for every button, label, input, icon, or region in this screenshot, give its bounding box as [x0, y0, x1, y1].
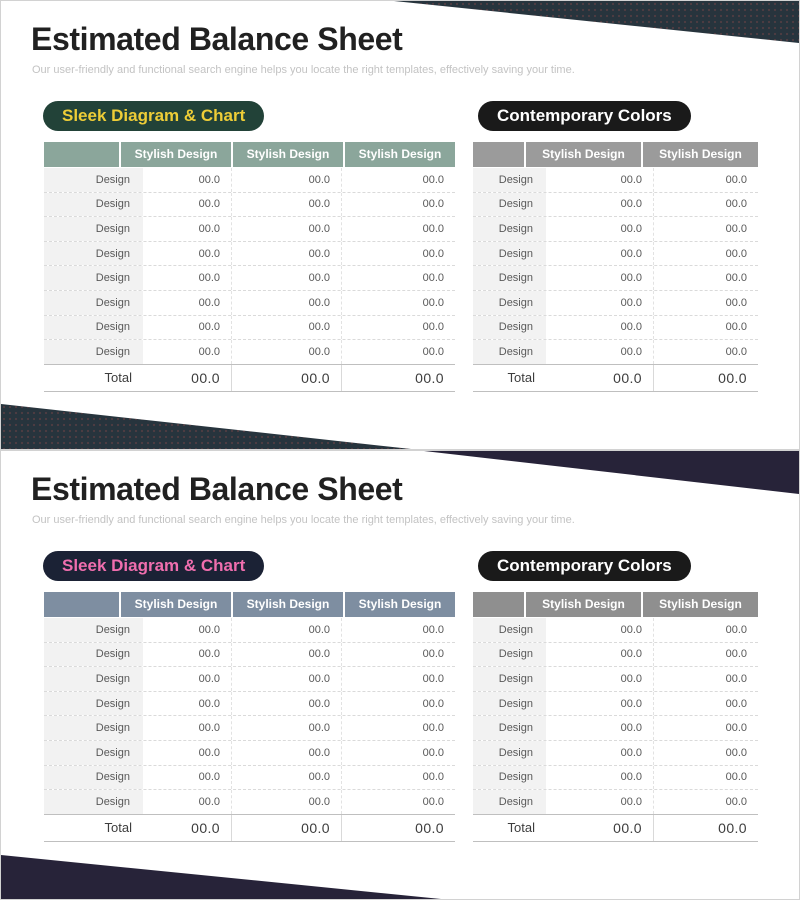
cell-value: 00.0	[653, 790, 758, 814]
total-row	[44, 814, 455, 842]
cell-value: 00.0	[341, 667, 455, 691]
cell-value: 00.0	[653, 340, 758, 364]
row-label: Design	[44, 266, 145, 290]
cell-value: 00.0	[653, 741, 758, 765]
badge-sleek-diagram-chart: Sleek Diagram & Chart	[43, 101, 264, 131]
table-body	[44, 168, 455, 364]
cell-value: 00.0	[341, 741, 455, 765]
cell-value: 00.0	[341, 618, 455, 642]
slide-2	[0, 450, 800, 900]
cell-value: 00.0	[231, 340, 341, 364]
cell-value: 00.0	[653, 193, 758, 217]
cell-value: 00.0	[653, 716, 758, 740]
cell-value: 00.0	[231, 618, 341, 642]
cell-value: 00.0	[198, 697, 220, 710]
row-label: Design	[44, 340, 145, 364]
total-value: 00.0	[191, 369, 220, 386]
table-row	[473, 316, 758, 341]
total-value: 00.0	[341, 365, 455, 391]
cell-value: 00.0	[653, 618, 758, 642]
total-value: 00.0	[653, 815, 758, 841]
corner-header-cell	[44, 142, 119, 167]
row-label: Design	[44, 766, 145, 790]
total-label: Total	[507, 820, 535, 836]
cell-value: 00.0	[653, 266, 758, 290]
row-label: Design	[473, 266, 548, 290]
cell-value: 00.0	[231, 242, 341, 266]
table-row	[473, 242, 758, 267]
total-value: 00.0	[231, 365, 341, 391]
corner-header-cell	[473, 592, 524, 617]
table-row	[44, 340, 455, 364]
cell-value: 00.0	[653, 168, 758, 192]
cell-value: 00.0	[620, 296, 642, 309]
cell-value: 00.0	[341, 716, 455, 740]
decorative-wedge-top-right	[424, 451, 799, 494]
row-label: Design	[44, 291, 145, 315]
cell-value: 00.0	[653, 242, 758, 266]
cell-value: 00.0	[653, 766, 758, 790]
cell-value: 00.0	[341, 643, 455, 667]
column-header: Stylish Design	[233, 142, 343, 167]
cell-value: 00.0	[198, 672, 220, 685]
page-title: Estimated Balance Sheet	[31, 471, 403, 507]
column-header: Stylish Design	[121, 142, 231, 167]
badge-contemporary-colors: Contemporary Colors	[478, 101, 691, 131]
row-label: Design	[473, 217, 548, 241]
cell-value: 00.0	[231, 790, 341, 814]
row-label: Design	[44, 741, 145, 765]
row-label: Design	[44, 618, 145, 642]
cell-value: 00.0	[231, 692, 341, 716]
table-row	[473, 193, 758, 218]
table-body	[473, 168, 758, 364]
table-row	[44, 716, 455, 741]
cell-value: 00.0	[620, 722, 642, 735]
table-row	[473, 741, 758, 766]
column-header: Stylish Design	[526, 142, 641, 167]
cell-value: 00.0	[620, 648, 642, 661]
cell-value: 00.0	[198, 345, 220, 358]
table-row	[473, 667, 758, 692]
cell-value: 00.0	[341, 193, 455, 217]
cell-value: 00.0	[198, 296, 220, 309]
cell-value: 00.0	[341, 766, 455, 790]
table-row	[473, 766, 758, 791]
cell-value: 00.0	[341, 291, 455, 315]
row-label: Design	[44, 667, 145, 691]
cell-value: 00.0	[620, 222, 642, 235]
cell-value: 00.0	[620, 321, 642, 334]
row-label: Design	[44, 643, 145, 667]
total-label: Total	[104, 370, 132, 386]
row-label: Design	[473, 716, 548, 740]
total-row	[44, 364, 455, 392]
row-label: Design	[44, 242, 145, 266]
column-header: Stylish Design	[345, 142, 455, 167]
column-header: Stylish Design	[233, 592, 343, 617]
row-label: Design	[473, 692, 548, 716]
total-value: 00.0	[653, 365, 758, 391]
cell-value: 00.0	[231, 643, 341, 667]
column-header: Stylish Design	[526, 592, 641, 617]
table-header-row	[44, 142, 455, 167]
cell-value: 00.0	[341, 340, 455, 364]
cell-value: 00.0	[653, 692, 758, 716]
page-subtitle: Our user-friendly and functional search engine helps you locate the right templates, effectively saving your time.	[32, 514, 575, 526]
table-row	[44, 217, 455, 242]
table-row	[473, 692, 758, 717]
corner-header-cell	[44, 592, 119, 617]
row-label: Design	[473, 618, 548, 642]
cell-value: 00.0	[231, 716, 341, 740]
row-label: Design	[44, 168, 145, 192]
balance-table-right	[473, 142, 758, 392]
column-header: Stylish Design	[643, 592, 758, 617]
table-row	[473, 217, 758, 242]
table-row	[44, 266, 455, 291]
column-header: Stylish Design	[345, 592, 455, 617]
row-label: Design	[473, 291, 548, 315]
column-header: Stylish Design	[121, 592, 231, 617]
table-row	[473, 618, 758, 643]
cell-value: 00.0	[341, 168, 455, 192]
table-body	[44, 618, 455, 814]
table-row	[44, 291, 455, 316]
row-label: Design	[44, 193, 145, 217]
cell-value: 00.0	[341, 217, 455, 241]
cell-value: 00.0	[198, 272, 220, 285]
balance-table-left	[44, 592, 455, 842]
table-row	[44, 643, 455, 668]
table-row	[44, 618, 455, 643]
cell-value: 00.0	[231, 168, 341, 192]
table-row	[473, 266, 758, 291]
row-label: Design	[473, 316, 548, 340]
cell-value: 00.0	[653, 217, 758, 241]
total-value: 00.0	[613, 369, 642, 386]
cell-value: 00.0	[198, 321, 220, 334]
row-label: Design	[473, 168, 548, 192]
cell-value: 00.0	[620, 795, 642, 808]
total-value: 00.0	[341, 815, 455, 841]
row-label: Design	[473, 643, 548, 667]
row-label: Design	[473, 667, 548, 691]
row-label: Design	[473, 741, 548, 765]
corner-header-cell	[473, 142, 524, 167]
cell-value: 00.0	[653, 316, 758, 340]
cell-value: 00.0	[198, 648, 220, 661]
cell-value: 00.0	[198, 771, 220, 784]
decorative-wedge-top-right	[394, 1, 799, 43]
cell-value: 00.0	[341, 266, 455, 290]
table-row	[473, 168, 758, 193]
cell-value: 00.0	[198, 198, 220, 211]
table-row	[473, 790, 758, 814]
cell-value: 00.0	[620, 247, 642, 260]
cell-value: 00.0	[620, 345, 642, 358]
cell-value: 00.0	[341, 790, 455, 814]
balance-table-right	[473, 592, 758, 842]
cell-value: 00.0	[198, 623, 220, 636]
table-row	[473, 340, 758, 364]
cell-value: 00.0	[341, 242, 455, 266]
table-row	[44, 766, 455, 791]
badge-sleek-diagram-chart: Sleek Diagram & Chart	[43, 551, 264, 581]
table-row	[44, 692, 455, 717]
cell-value: 00.0	[198, 222, 220, 235]
table-row	[473, 291, 758, 316]
cell-value: 00.0	[231, 193, 341, 217]
cell-value: 00.0	[231, 217, 341, 241]
table-row	[44, 193, 455, 218]
cell-value: 00.0	[198, 746, 220, 759]
cell-value: 00.0	[620, 771, 642, 784]
table-row	[44, 316, 455, 341]
row-label: Design	[44, 716, 145, 740]
column-header: Stylish Design	[643, 142, 758, 167]
table-row	[473, 643, 758, 668]
cell-value: 00.0	[620, 198, 642, 211]
cell-value: 00.0	[620, 672, 642, 685]
row-label: Design	[473, 242, 548, 266]
cell-value: 00.0	[231, 667, 341, 691]
row-label: Design	[44, 316, 145, 340]
table-row	[44, 242, 455, 267]
page-title: Estimated Balance Sheet	[31, 21, 403, 57]
row-label: Design	[473, 766, 548, 790]
total-label: Total	[507, 370, 535, 386]
table-row	[44, 168, 455, 193]
cell-value: 00.0	[620, 697, 642, 710]
cell-value: 00.0	[231, 291, 341, 315]
cell-value: 00.0	[341, 316, 455, 340]
total-label: Total	[104, 820, 132, 836]
cell-value: 00.0	[653, 667, 758, 691]
cell-value: 00.0	[198, 173, 220, 186]
cell-value: 00.0	[620, 623, 642, 636]
balance-table-left	[44, 142, 455, 392]
cell-value: 00.0	[198, 722, 220, 735]
total-value: 00.0	[191, 819, 220, 836]
row-label: Design	[473, 340, 548, 364]
total-value: 00.0	[613, 819, 642, 836]
table-row	[44, 741, 455, 766]
page-subtitle: Our user-friendly and functional search engine helps you locate the right templates, effectively saving your time.	[32, 64, 575, 76]
table-header-row	[473, 592, 758, 617]
cell-value: 00.0	[620, 272, 642, 285]
cell-value: 00.0	[198, 795, 220, 808]
cell-value: 00.0	[341, 692, 455, 716]
cell-value: 00.0	[231, 766, 341, 790]
cell-value: 00.0	[231, 316, 341, 340]
decorative-wedge-bottom-left	[1, 855, 441, 899]
row-label: Design	[44, 692, 145, 716]
row-label: Design	[44, 217, 145, 241]
badge-contemporary-colors: Contemporary Colors	[478, 551, 691, 581]
cell-value: 00.0	[653, 643, 758, 667]
table-header-row	[44, 592, 455, 617]
table-row	[473, 716, 758, 741]
table-row	[44, 667, 455, 692]
row-label: Design	[44, 790, 145, 814]
row-label: Design	[473, 193, 548, 217]
table-body	[473, 618, 758, 814]
cell-value: 00.0	[620, 746, 642, 759]
total-row	[473, 364, 758, 392]
table-header-row	[473, 142, 758, 167]
table-row	[44, 790, 455, 814]
cell-value: 00.0	[231, 741, 341, 765]
cell-value: 00.0	[198, 247, 220, 260]
cell-value: 00.0	[653, 291, 758, 315]
decorative-wedge-bottom-left	[1, 404, 411, 449]
total-value: 00.0	[231, 815, 341, 841]
cell-value: 00.0	[620, 173, 642, 186]
cell-value: 00.0	[231, 266, 341, 290]
total-row	[473, 814, 758, 842]
row-label: Design	[473, 790, 548, 814]
